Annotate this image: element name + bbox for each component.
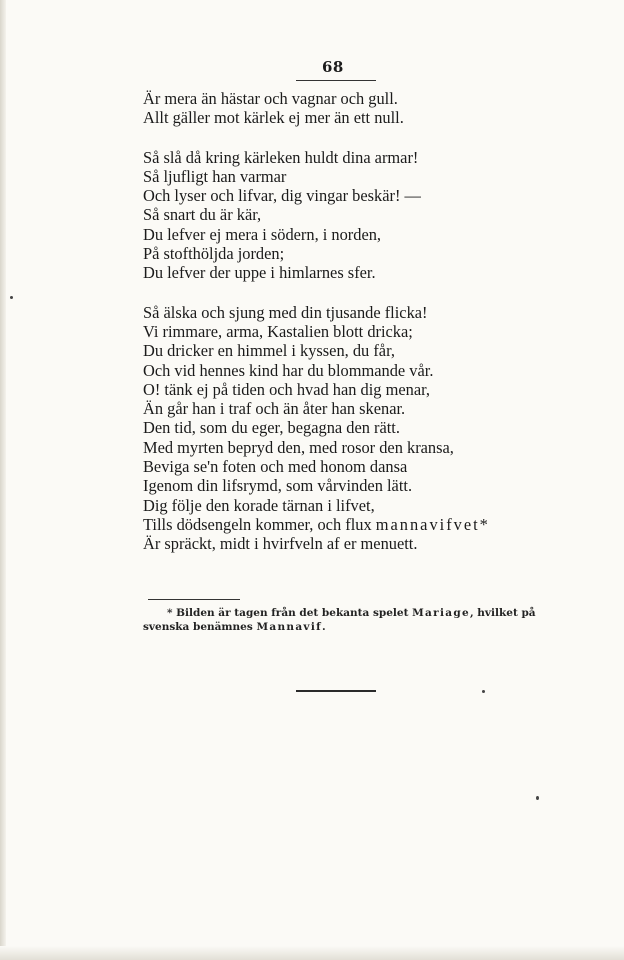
poem-line: Allt gäller mot kärlek ej mer än ett null. bbox=[143, 108, 404, 128]
poem-text bbox=[143, 89, 583, 554]
line-text: Tills dödsengeln kommer, och flux bbox=[143, 514, 376, 534]
poem-line: Och vid hennes kind har du blommande vår. bbox=[143, 360, 434, 380]
footnote-marker: * bbox=[479, 514, 488, 534]
poem-line: Du lefver der uppe i himlarnes sfer. bbox=[143, 263, 376, 283]
poem-line: Vi rimmare, arma, Kastalien blott dricka; bbox=[143, 321, 413, 341]
page-number-rule bbox=[296, 80, 376, 81]
footnote-spaced-word: Mariage bbox=[412, 607, 470, 619]
poem-line: Den tid, som du eger, begagna den rätt. bbox=[143, 418, 400, 438]
footnote-rule bbox=[148, 599, 240, 600]
poem-line: Beviga se'n foten och med honom dansa bbox=[143, 457, 408, 477]
poem-line: Och lyser och lifvar, dig vingar beskär! — bbox=[143, 186, 421, 206]
poem-line: Så älska och sjung med din tjusande flicka! bbox=[143, 302, 428, 322]
poem-line: Än går han i traf och än åter han skenar. bbox=[143, 399, 406, 419]
poem-line: Med myrten bepryd den, med rosor den kransa, bbox=[143, 437, 454, 457]
poem-line-with-footnote bbox=[143, 515, 583, 534]
ink-speck bbox=[536, 796, 539, 800]
footnote bbox=[143, 606, 573, 634]
ink-speck bbox=[10, 296, 13, 299]
page-bottom-edge bbox=[0, 946, 624, 960]
page-number: 68 bbox=[322, 58, 344, 76]
spaced-word: mannavifvet bbox=[375, 514, 480, 534]
poem-line: Så ljufligt han varmar bbox=[143, 166, 287, 186]
footnote-text: , hvilket på svenska benämnes bbox=[143, 607, 536, 633]
footnote-text: * Bilden är tagen från det bekanta spelet bbox=[167, 607, 413, 619]
poem-line: Så slå då kring kärleken huldt dina armar! bbox=[143, 147, 419, 167]
poem-line: Du lefver ej mera i södern, i norden, bbox=[143, 224, 382, 244]
footnote-text: . bbox=[321, 621, 326, 633]
poem-line: Är spräckt, midt i hvirfveln af er menuett. bbox=[143, 534, 418, 554]
poem-line: Så snart du är kär, bbox=[143, 205, 262, 225]
poem-line: Igenom din lifsrymd, som vårvinden lätt. bbox=[143, 476, 413, 496]
end-rule bbox=[296, 690, 376, 692]
ink-speck bbox=[482, 690, 485, 693]
poem-line: Dig följe den korade tärnan i lifvet, bbox=[143, 495, 375, 515]
poem-line: På stofthöljda jorden; bbox=[143, 244, 285, 264]
poem-line: O! tänk ej på tiden och hvad han dig menar, bbox=[143, 379, 430, 399]
stanza-3 bbox=[143, 303, 583, 554]
footnote-spaced-word: Mannavif bbox=[256, 621, 322, 633]
poem-line: Är mera än hästar och vagnar och gull. bbox=[143, 89, 398, 108]
stanza-1 bbox=[143, 89, 583, 128]
page-left-edge bbox=[0, 0, 6, 960]
poem-line: Du dricker en himmel i kyssen, du får, bbox=[143, 341, 395, 361]
stanza-2 bbox=[143, 148, 583, 283]
